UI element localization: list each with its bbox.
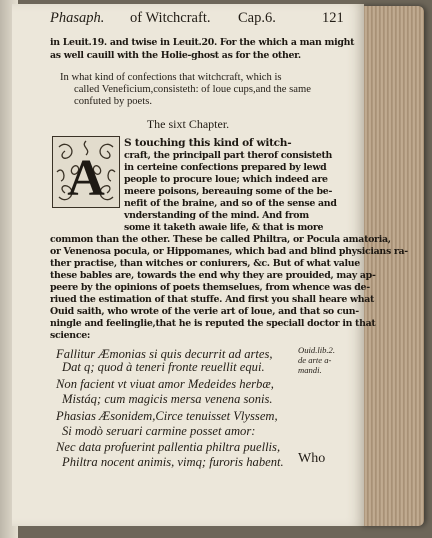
chapter-summary-line: In what kind of confections that witchcraft, which is [60, 72, 282, 83]
text-line: or Venenosa pocula, or Hippomanes, which bad and blind physicians ra- [50, 246, 408, 257]
decorated-initial [52, 136, 120, 208]
page-number: 121 [322, 10, 344, 26]
catchword: Who [298, 451, 326, 466]
verse-line: Nec data profuerint pallentia philtra puellis, [56, 440, 281, 454]
running-head-left: Phasaph. [50, 10, 105, 26]
running-head-chapter: Cap.6. [238, 10, 276, 26]
svg-text:A: A [67, 150, 105, 207]
verse-line: Mistáq; cum magicis mersa venena sonis. [62, 392, 273, 406]
text-line: in Leuit.19. and twise in Leuit.20. For the which a man might [50, 37, 355, 48]
floral-ornament-icon [53, 137, 119, 207]
text-line: some it taketh awaie life, & that is more [124, 222, 324, 233]
verse-line: Fallitur Æmonias si quis decurrit ad artes, [56, 347, 273, 361]
text-line: craft, the principall part therof consisteth [124, 150, 333, 161]
book-page [12, 4, 408, 526]
text-line: peere by the opinions of poets themselues, from whence was de- [50, 282, 370, 293]
running-header [12, 10, 364, 30]
chapter-heading: The sixt Chapter. [146, 117, 230, 131]
verse-line: Si modò seruari carmine posset amor: [62, 424, 256, 438]
text-line: S touching this kind of witch- [124, 137, 292, 149]
text-line: ther practise, than witches or coniurers, &c. But of what value [50, 258, 360, 269]
text-line: meere poisons, bereauing some of the be- [124, 186, 333, 197]
text-line: vnderstanding of the mind. And from [124, 210, 309, 221]
verse-line: Phasias Æsonidem,Circe tenuisset Vlyssem, [56, 409, 278, 423]
text-line: riued the estimation of that stuffe. And first you shall heare what [50, 294, 375, 305]
text-line: in certeine confections prepared by lewd [124, 162, 327, 173]
verse-line: Philtra nocent animis, vimq; furoris habent. [62, 455, 284, 469]
text-line: Ouid saith, who wrote of the verie art of loue, and that so cun- [50, 306, 359, 317]
text-line: nefit of the braine, and so of the sense and [124, 198, 337, 209]
text-line: these bables are, towards the end why they are prouided, may ap- [50, 270, 376, 281]
chapter-summary-line: called Veneficium,consisteth: of loue cups,and the same [74, 84, 311, 95]
text-line: people to procure loue; which indeed are [124, 174, 328, 185]
page-block-edge [360, 6, 424, 526]
running-head-title: of Witchcraft. [130, 10, 211, 26]
text-line: science: [50, 330, 91, 341]
margin-note-line: de arte a- [298, 355, 332, 365]
chapter-summary-line: confuted by poets. [74, 96, 152, 107]
margin-note-line: Ouid.lib.2. [298, 345, 336, 355]
text-line: as well cauill with the Holie-ghost as for the other. [50, 50, 301, 61]
margin-note-line: mandi. [298, 365, 322, 375]
verse-line: Dat q; quod à teneri fronte reuellit equi. [62, 360, 265, 374]
verse-line: Non facient vt viuat amor Medeides herbæ, [56, 377, 274, 391]
text-line: common than the other. These be called Philtra, or Pocula amatoria, [50, 234, 391, 245]
text-line: ningle and feelinglie,that he is reputed the speciall doctor in that [50, 318, 376, 329]
